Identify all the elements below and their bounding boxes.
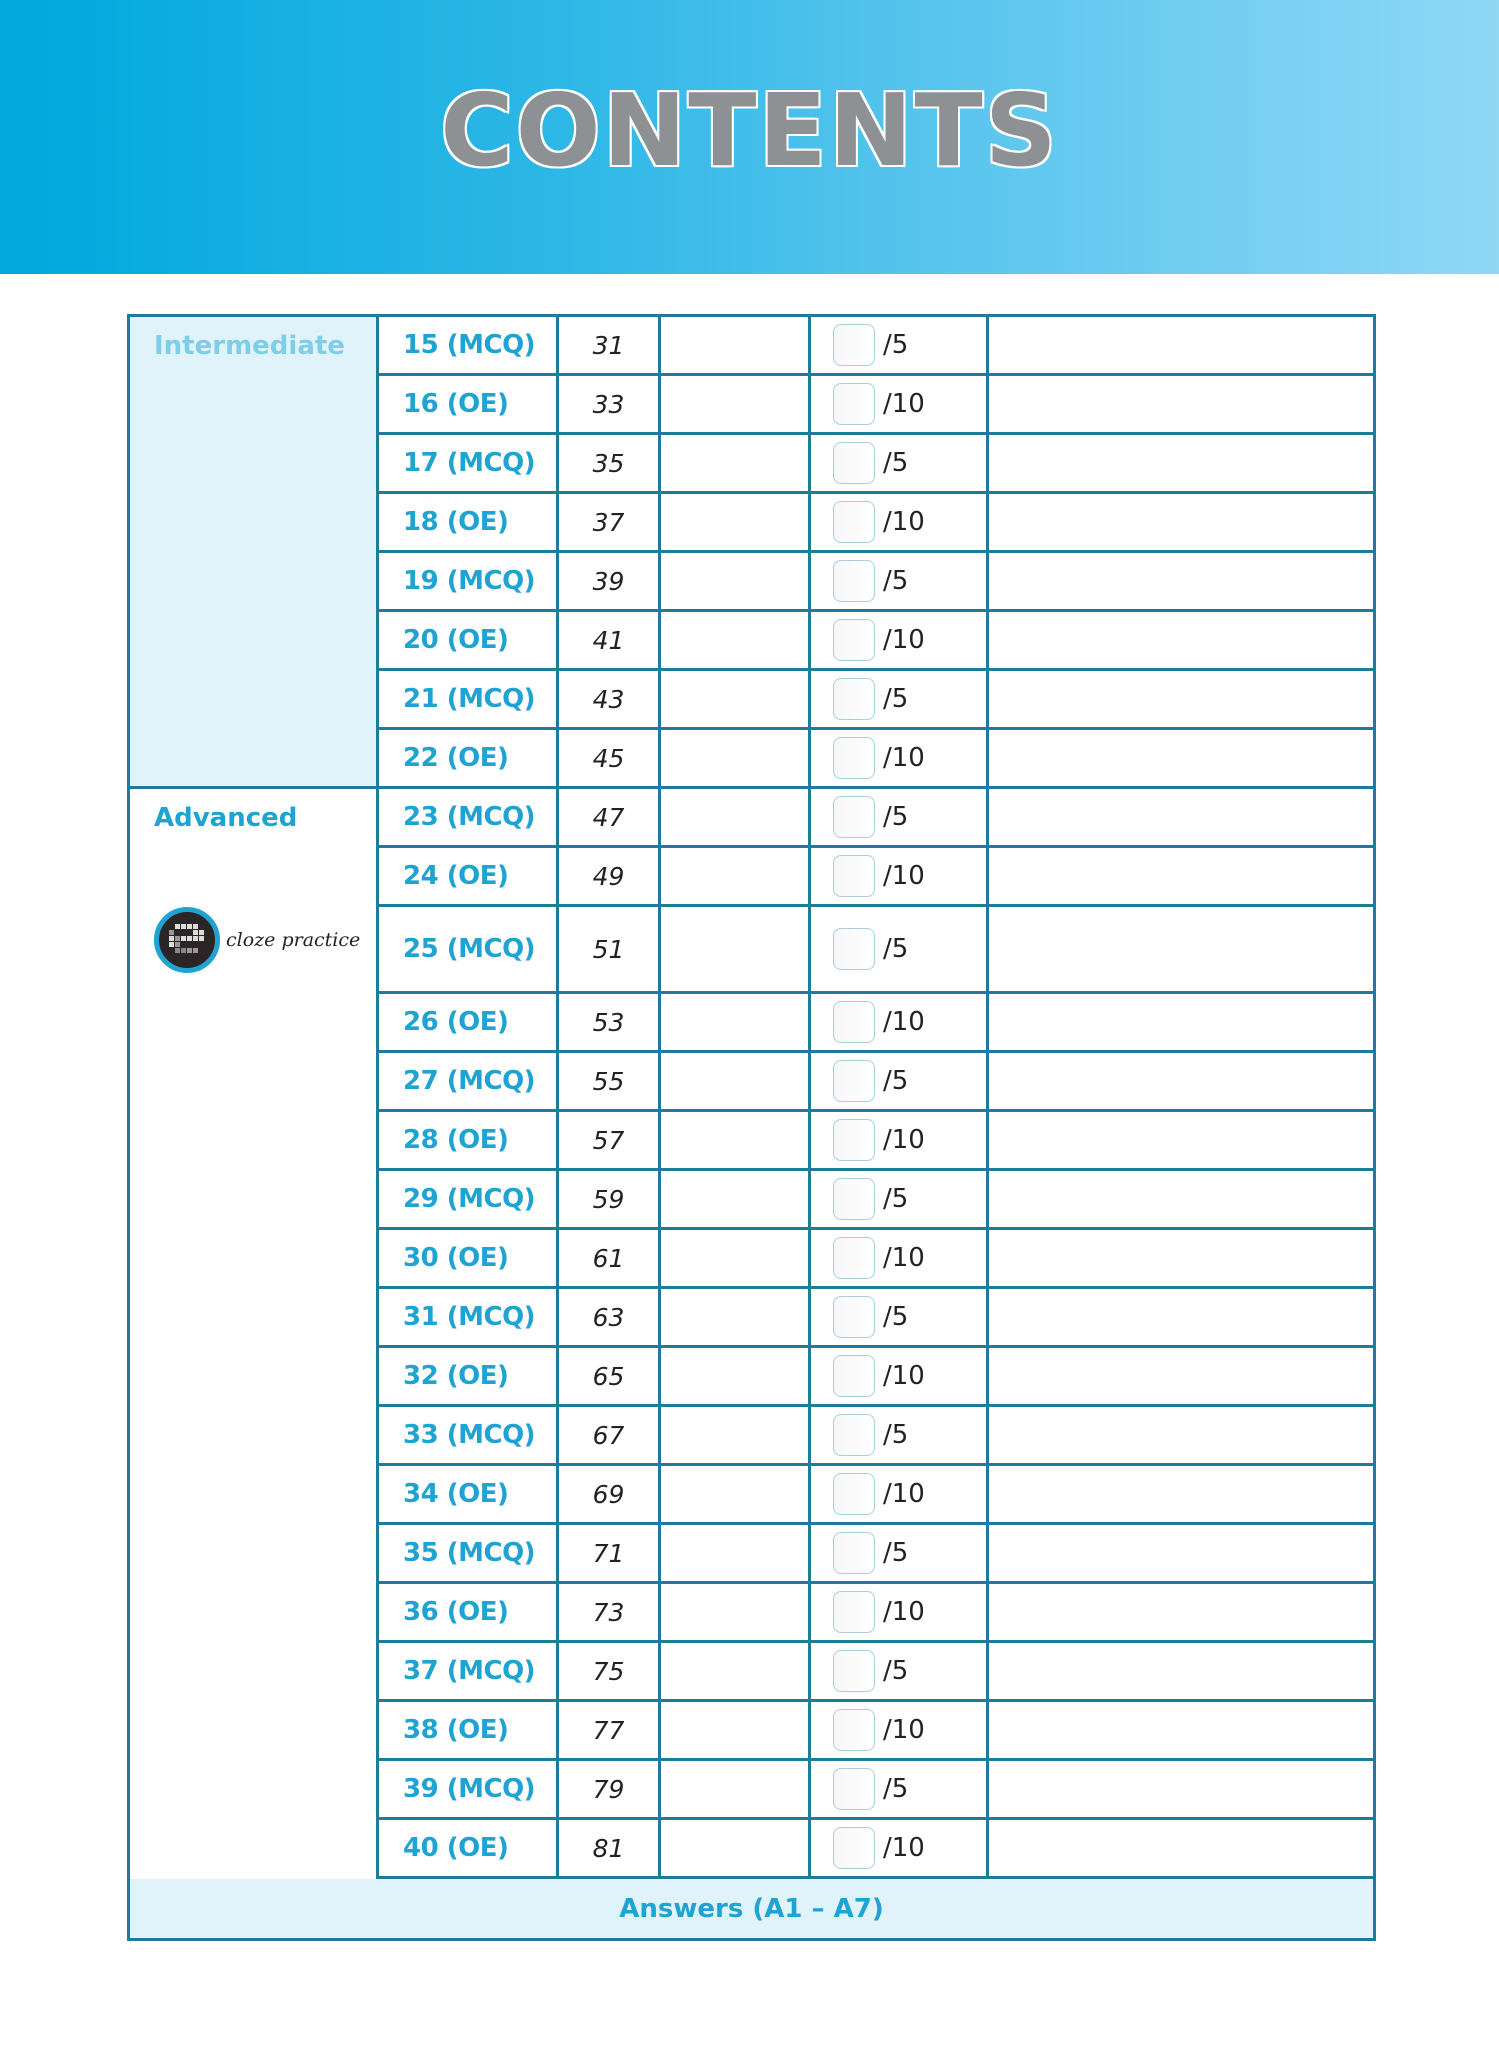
notes-cell[interactable]	[989, 1348, 1373, 1407]
notes-cell[interactable]	[989, 1171, 1373, 1230]
notes-cell[interactable]	[989, 376, 1373, 435]
exercise-cell	[379, 1643, 559, 1702]
page-number: 33	[592, 389, 625, 419]
page-cell	[559, 1584, 661, 1643]
score-max: /10	[883, 389, 925, 419]
page-number: 35	[592, 448, 625, 478]
date-cell[interactable]	[661, 1289, 811, 1348]
score-cell	[811, 612, 989, 671]
score-input-box[interactable]	[833, 1119, 875, 1161]
score-input-box[interactable]	[833, 1473, 875, 1515]
date-cell[interactable]	[661, 1230, 811, 1289]
score-cell	[811, 1230, 989, 1289]
exercise-cell	[379, 1112, 559, 1171]
date-cell[interactable]	[661, 1348, 811, 1407]
exercise-label: 21 (MCQ)	[403, 684, 536, 714]
exercise-cell	[379, 1230, 559, 1289]
exercise-label: 25 (MCQ)	[403, 934, 536, 964]
score-input-box[interactable]	[833, 1414, 875, 1456]
date-cell[interactable]	[661, 1702, 811, 1761]
exercise-cell	[379, 317, 559, 376]
page-cell	[559, 671, 661, 730]
score-cell	[811, 848, 989, 907]
score-input-box[interactable]	[833, 737, 875, 779]
cloze-practice-badge	[154, 907, 360, 973]
exercise-cell	[379, 994, 559, 1053]
score-input-box[interactable]	[833, 928, 875, 970]
score-input-box[interactable]	[833, 1355, 875, 1397]
score-input-box[interactable]	[833, 1060, 875, 1102]
exercise-label: 30 (OE)	[403, 1243, 509, 1273]
exercise-label: 15 (MCQ)	[403, 330, 536, 360]
page-number: 41	[592, 625, 625, 655]
score-cell	[811, 789, 989, 848]
notes-cell[interactable]	[989, 553, 1373, 612]
score-max: /10	[883, 1597, 925, 1627]
score-cell	[811, 1761, 989, 1820]
date-cell[interactable]	[661, 612, 811, 671]
date-cell[interactable]	[661, 1053, 811, 1112]
page-number: 37	[592, 507, 625, 537]
page-cell	[559, 1112, 661, 1171]
notes-cell[interactable]	[989, 789, 1373, 848]
score-cell	[811, 994, 989, 1053]
score-cell	[811, 1525, 989, 1584]
exercise-label: 28 (OE)	[403, 1125, 509, 1155]
date-cell[interactable]	[661, 1820, 811, 1879]
score-cell	[811, 1112, 989, 1171]
page-title: CONTENTS	[440, 72, 1059, 189]
score-input-box[interactable]	[833, 501, 875, 543]
page-cell	[559, 376, 661, 435]
score-max: /10	[883, 1361, 925, 1391]
notes-cell[interactable]	[989, 1761, 1373, 1820]
notes-cell[interactable]	[989, 994, 1373, 1053]
score-cell	[811, 907, 989, 994]
date-cell[interactable]	[661, 553, 811, 612]
exercise-label: 31 (MCQ)	[403, 1302, 536, 1332]
page-cell	[559, 1702, 661, 1761]
score-cell	[811, 1643, 989, 1702]
notes-cell[interactable]	[989, 1820, 1373, 1879]
score-max: /10	[883, 1715, 925, 1745]
score-max: /5	[883, 684, 909, 714]
page-cell	[559, 1230, 661, 1289]
section-intermediate	[130, 317, 379, 789]
score-cell	[811, 1702, 989, 1761]
exercise-cell	[379, 1053, 559, 1112]
notes-cell[interactable]	[989, 1230, 1373, 1289]
exercise-cell	[379, 1289, 559, 1348]
notes-cell[interactable]	[989, 1643, 1373, 1702]
exercise-cell	[379, 730, 559, 789]
exercise-label: 23 (MCQ)	[403, 802, 536, 832]
page-cell	[559, 612, 661, 671]
notes-cell[interactable]	[989, 1584, 1373, 1643]
score-max: /5	[883, 1066, 909, 1096]
page-cell	[559, 1820, 661, 1879]
exercise-cell	[379, 1407, 559, 1466]
date-cell[interactable]	[661, 1466, 811, 1525]
page-cell	[559, 1525, 661, 1584]
score-cell	[811, 1053, 989, 1112]
page-number: 73	[592, 1597, 625, 1627]
notes-cell[interactable]	[989, 1525, 1373, 1584]
score-input-box[interactable]	[833, 1532, 875, 1574]
score-max: /10	[883, 1125, 925, 1155]
score-cell	[811, 1289, 989, 1348]
page-number: 63	[592, 1302, 625, 1332]
exercise-cell	[379, 907, 559, 994]
date-cell[interactable]	[661, 994, 811, 1053]
exercise-label: 36 (OE)	[403, 1597, 509, 1627]
notes-cell[interactable]	[989, 1407, 1373, 1466]
page-number: 69	[592, 1479, 625, 1509]
exercise-cell	[379, 1348, 559, 1407]
score-input-box[interactable]	[833, 1237, 875, 1279]
date-cell[interactable]	[661, 1407, 811, 1466]
page-cell	[559, 553, 661, 612]
header-banner	[0, 0, 1499, 274]
score-input-box[interactable]	[833, 1827, 875, 1869]
page-cell	[559, 907, 661, 994]
date-cell[interactable]	[661, 376, 811, 435]
exercise-cell	[379, 1466, 559, 1525]
exercise-label: 40 (OE)	[403, 1833, 509, 1863]
page-cell	[559, 848, 661, 907]
exercise-cell	[379, 612, 559, 671]
score-cell	[811, 376, 989, 435]
page-number: 79	[592, 1774, 625, 1804]
score-input-box[interactable]	[833, 1709, 875, 1751]
exercise-label: 38 (OE)	[403, 1715, 509, 1745]
page-number: 59	[592, 1184, 625, 1214]
exercise-label: 22 (OE)	[403, 743, 509, 773]
score-cell	[811, 1348, 989, 1407]
page-number: 81	[592, 1833, 625, 1863]
score-max: /5	[883, 1538, 909, 1568]
notes-cell[interactable]	[989, 671, 1373, 730]
date-cell[interactable]	[661, 789, 811, 848]
score-input-box[interactable]	[833, 1591, 875, 1633]
score-max: /5	[883, 1184, 909, 1214]
score-cell	[811, 1820, 989, 1879]
score-cell	[811, 1466, 989, 1525]
notes-cell[interactable]	[989, 1466, 1373, 1525]
date-cell[interactable]	[661, 494, 811, 553]
answers-row[interactable]: Answers (A1 – A7)	[130, 1879, 1373, 1938]
score-max: /10	[883, 1833, 925, 1863]
notes-cell[interactable]	[989, 1702, 1373, 1761]
exercise-cell	[379, 435, 559, 494]
score-cell	[811, 671, 989, 730]
score-max: /10	[883, 861, 925, 891]
section-label: Advanced	[154, 803, 298, 833]
date-cell[interactable]	[661, 730, 811, 789]
exercise-label: 17 (MCQ)	[403, 448, 536, 478]
score-input-box[interactable]	[833, 1650, 875, 1692]
page-number: 43	[592, 684, 625, 714]
page-cell	[559, 1289, 661, 1348]
page-cell	[559, 435, 661, 494]
page-cell	[559, 1171, 661, 1230]
score-cell	[811, 1584, 989, 1643]
page-number: 55	[592, 1066, 625, 1096]
exercise-cell	[379, 789, 559, 848]
page-number: 61	[592, 1243, 625, 1273]
page-number: 49	[592, 861, 625, 891]
score-input-box[interactable]	[833, 560, 875, 602]
notes-cell[interactable]	[989, 1053, 1373, 1112]
exercise-label: 19 (MCQ)	[403, 566, 536, 596]
exercise-label: 20 (OE)	[403, 625, 509, 655]
notes-cell[interactable]	[989, 494, 1373, 553]
notes-cell[interactable]	[989, 848, 1373, 907]
score-max: /10	[883, 1243, 925, 1273]
score-input-box[interactable]	[833, 678, 875, 720]
page-number: 77	[592, 1715, 625, 1745]
score-input-box[interactable]	[833, 1001, 875, 1043]
date-cell[interactable]	[661, 317, 811, 376]
exercise-cell	[379, 376, 559, 435]
exercise-label: 27 (MCQ)	[403, 1066, 536, 1096]
exercise-cell	[379, 1702, 559, 1761]
score-max: /5	[883, 1420, 909, 1450]
exercise-label: 39 (MCQ)	[403, 1774, 536, 1804]
score-input-box[interactable]	[833, 1178, 875, 1220]
exercise-label: 33 (MCQ)	[403, 1420, 536, 1450]
page-number: 53	[592, 1007, 625, 1037]
score-cell	[811, 317, 989, 376]
contents-table	[127, 314, 1376, 1941]
score-input-box[interactable]	[833, 1768, 875, 1810]
score-input-box[interactable]	[833, 324, 875, 366]
score-max: /5	[883, 330, 909, 360]
exercise-cell	[379, 1525, 559, 1584]
score-max: /5	[883, 1774, 909, 1804]
score-input-box[interactable]	[833, 619, 875, 661]
exercise-cell	[379, 848, 559, 907]
exercise-label: 32 (OE)	[403, 1361, 509, 1391]
score-input-box[interactable]	[833, 855, 875, 897]
score-cell	[811, 1407, 989, 1466]
exercise-label: 16 (OE)	[403, 389, 509, 419]
page-cell	[559, 1643, 661, 1702]
page-number: 65	[592, 1361, 625, 1391]
date-cell[interactable]	[661, 1112, 811, 1171]
exercise-cell	[379, 1584, 559, 1643]
exercise-cell	[379, 494, 559, 553]
page-cell	[559, 1407, 661, 1466]
score-cell	[811, 553, 989, 612]
score-max: /10	[883, 625, 925, 655]
score-max: /10	[883, 743, 925, 773]
section-advanced	[130, 789, 379, 1879]
exercise-cell	[379, 1820, 559, 1879]
page-number: 57	[592, 1125, 625, 1155]
score-input-box[interactable]	[833, 442, 875, 484]
page-cell	[559, 730, 661, 789]
date-cell[interactable]	[661, 907, 811, 994]
page-number: 51	[592, 934, 625, 964]
page-number: 45	[592, 743, 625, 773]
cloze-practice-label: cloze practice	[226, 929, 361, 951]
page-number: 39	[592, 566, 625, 596]
contents-grid	[130, 317, 1373, 1879]
exercise-label: 29 (MCQ)	[403, 1184, 536, 1214]
score-max: /5	[883, 1302, 909, 1332]
notes-cell[interactable]	[989, 435, 1373, 494]
date-cell[interactable]	[661, 1171, 811, 1230]
score-cell	[811, 730, 989, 789]
exercise-label: 35 (MCQ)	[403, 1538, 536, 1568]
exercise-cell	[379, 671, 559, 730]
score-max: /5	[883, 934, 909, 964]
page-cell	[559, 994, 661, 1053]
section-label: Intermediate	[154, 331, 345, 361]
page-number: 71	[592, 1538, 625, 1568]
page-cell	[559, 494, 661, 553]
page-cell	[559, 317, 661, 376]
notes-cell[interactable]	[989, 317, 1373, 376]
page-cell	[559, 1053, 661, 1112]
score-max: /10	[883, 1007, 925, 1037]
score-max: /10	[883, 1479, 925, 1509]
score-cell	[811, 435, 989, 494]
score-cell	[811, 494, 989, 553]
exercise-cell	[379, 553, 559, 612]
exercise-label: 26 (OE)	[403, 1007, 509, 1037]
score-max: /5	[883, 802, 909, 832]
exercise-label: 24 (OE)	[403, 861, 509, 891]
date-cell[interactable]	[661, 1525, 811, 1584]
date-cell[interactable]	[661, 1761, 811, 1820]
date-cell[interactable]	[661, 1584, 811, 1643]
page-number: 31	[592, 330, 625, 360]
exercise-label: 18 (OE)	[403, 507, 509, 537]
score-max: /5	[883, 1656, 909, 1686]
notes-cell[interactable]	[989, 730, 1373, 789]
notes-cell[interactable]	[989, 907, 1373, 994]
exercise-label: 37 (MCQ)	[403, 1656, 536, 1686]
cloze-practice-icon	[154, 907, 220, 973]
notes-cell[interactable]	[989, 1112, 1373, 1171]
date-cell[interactable]	[661, 435, 811, 494]
date-cell[interactable]	[661, 671, 811, 730]
score-max: /5	[883, 566, 909, 596]
page-cell	[559, 1348, 661, 1407]
page-cell	[559, 789, 661, 848]
page-number: 75	[592, 1656, 625, 1686]
date-cell[interactable]	[661, 848, 811, 907]
date-cell[interactable]	[661, 1643, 811, 1702]
score-max: /5	[883, 448, 909, 478]
score-input-box[interactable]	[833, 383, 875, 425]
notes-cell[interactable]	[989, 1289, 1373, 1348]
score-cell	[811, 1171, 989, 1230]
exercise-cell	[379, 1761, 559, 1820]
score-input-box[interactable]	[833, 1296, 875, 1338]
page-number: 67	[592, 1420, 625, 1450]
page-cell	[559, 1761, 661, 1820]
score-max: /10	[883, 507, 925, 537]
page-cell	[559, 1466, 661, 1525]
exercise-cell	[379, 1171, 559, 1230]
page-number: 47	[592, 802, 625, 832]
notes-cell[interactable]	[989, 612, 1373, 671]
exercise-label: 34 (OE)	[403, 1479, 509, 1509]
score-input-box[interactable]	[833, 796, 875, 838]
